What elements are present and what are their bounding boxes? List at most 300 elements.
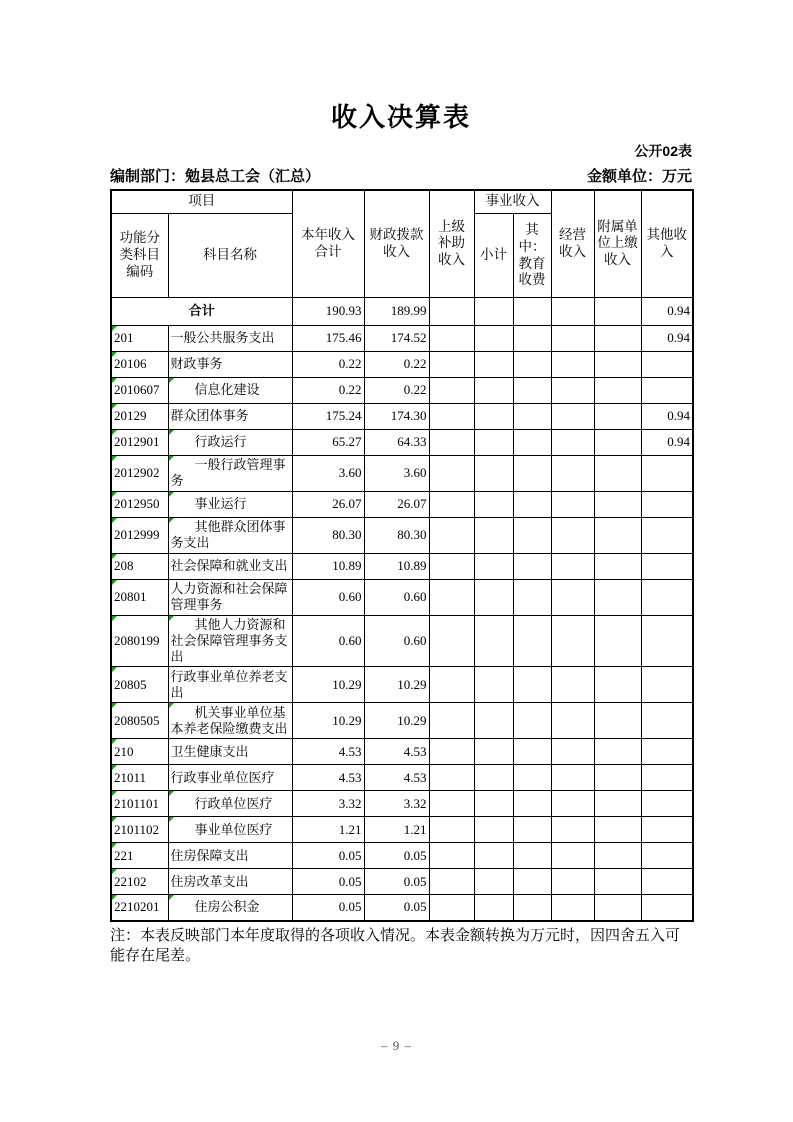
row-fiscal-cell	[364, 765, 429, 791]
stored-as-text-flag-icon	[169, 791, 174, 796]
row-subtotal-cell	[474, 491, 513, 517]
row-name-cell	[168, 765, 292, 791]
row-affiliated-cell	[594, 553, 641, 579]
row-name-cell	[168, 430, 292, 456]
row-code-cell-text: 2012999	[114, 526, 160, 542]
row-fiscal-cell	[364, 895, 429, 921]
stored-as-text-flag-icon	[169, 895, 174, 900]
row-affiliated-cell	[594, 456, 641, 492]
row-fiscal-cell	[364, 817, 429, 843]
row-fiscal-cell	[364, 791, 429, 817]
row-subtotal-cell	[474, 579, 513, 615]
row-affiliated-cell	[594, 667, 641, 703]
row-total-cell-text: 65.27	[332, 434, 362, 450]
row-total-cell-text: 4.53	[338, 769, 362, 785]
row-operating-cell	[551, 739, 594, 765]
row-total-cell-text: 0.05	[338, 899, 362, 915]
row-code-cell-text: 20805	[114, 676, 147, 692]
row-edu-cell	[513, 456, 551, 492]
row-superior-cell	[429, 667, 474, 703]
stored-as-text-flag-icon	[112, 616, 117, 621]
row-total-cell	[292, 843, 364, 869]
row-total-label-text: 合计	[188, 303, 215, 319]
row-name-cell	[168, 517, 292, 553]
row-other-cell	[641, 378, 693, 404]
row-fiscal-cell	[364, 579, 429, 615]
row-total-cell	[292, 667, 364, 703]
row-other-cell	[641, 326, 693, 352]
row-fiscal-cell-text: 10.29	[397, 712, 427, 728]
row-affiliated-cell	[594, 791, 641, 817]
stored-as-text-flag-icon	[169, 456, 174, 461]
row-other-cell	[641, 895, 693, 921]
row-fiscal-cell	[364, 843, 429, 869]
prepared-by-label: 编制部门：勉县总工会（汇总）	[110, 167, 321, 185]
row-operating-cell	[551, 352, 594, 378]
stored-as-text-flag-icon	[169, 430, 174, 435]
row-name-cell-text: 机关事业单位基本养老保险缴费支出	[170, 704, 288, 736]
row-other-cell-text: 0.94	[667, 434, 690, 450]
stored-as-text-flag-icon	[112, 791, 117, 796]
row-code-cell	[111, 615, 168, 667]
row-affiliated-cell	[594, 491, 641, 517]
row-other-cell	[641, 703, 693, 739]
row-code-cell-text: 21011	[114, 769, 147, 785]
row-operating-cell	[551, 869, 594, 895]
row-code-cell	[111, 895, 168, 921]
row-superior-cell	[429, 869, 474, 895]
row-operating-cell	[551, 430, 594, 456]
row-total-cell	[292, 765, 364, 791]
row-total-cell-text: 26.07	[332, 495, 362, 511]
row-name-cell-text: 事业单位医疗	[194, 821, 273, 837]
row-code-cell	[111, 739, 168, 765]
row-subtotal-cell	[474, 404, 513, 430]
page-title: 收入决算表	[330, 102, 471, 132]
row-fiscal-cell	[364, 553, 429, 579]
row-other-cell-text: 0.94	[667, 303, 690, 319]
row-operating-cell	[551, 667, 594, 703]
row-total-cell	[292, 579, 364, 615]
row-code-cell-text: 210	[114, 743, 134, 759]
row-name-cell-text: 住房保障支出	[170, 847, 249, 863]
header-edu-fee: 其中：教育收费	[513, 214, 551, 298]
table-body	[111, 298, 693, 921]
table-row	[111, 739, 693, 765]
stored-as-text-flag-icon	[169, 817, 174, 822]
table-row	[111, 579, 693, 615]
row-subtotal-cell	[474, 791, 513, 817]
row-operating-cell	[551, 817, 594, 843]
row-fiscal-cell-text: 10.29	[397, 676, 427, 692]
stored-as-text-flag-icon	[169, 518, 174, 523]
row-name-cell-text: 行政事业单位医疗	[170, 769, 275, 785]
row-name-cell	[168, 491, 292, 517]
row-name-cell-text: 行政运行	[194, 434, 247, 450]
row-name-cell-text: 信息化建设	[194, 382, 260, 398]
header-operating-income: 经营收入	[551, 190, 594, 298]
row-superior-cell	[429, 703, 474, 739]
row-name-cell-text: 其他人力资源和社会保障管理事务支出	[170, 616, 288, 665]
page-number: – 9 –	[381, 1038, 412, 1053]
stored-as-text-flag-icon	[112, 703, 117, 708]
row-total-cell-text: 175.46	[325, 330, 362, 346]
row-subtotal-cell	[474, 703, 513, 739]
stored-as-text-flag-icon	[112, 817, 117, 822]
header-project: 项目	[111, 190, 292, 214]
row-fiscal-cell	[364, 430, 429, 456]
row-subtotal-cell	[474, 817, 513, 843]
row-superior-cell	[429, 765, 474, 791]
row-code-cell-text: 208	[114, 557, 134, 573]
row-edu-cell	[513, 298, 551, 326]
row-total-cell-text: 3.60	[338, 465, 362, 481]
row-affiliated-cell	[594, 869, 641, 895]
stored-as-text-flag-icon	[112, 378, 117, 383]
row-other-cell	[641, 553, 693, 579]
row-operating-cell	[551, 579, 594, 615]
row-code-cell	[111, 869, 168, 895]
header-func-code: 功能分类科目编码	[111, 214, 168, 298]
row-superior-cell	[429, 791, 474, 817]
row-other-cell	[641, 843, 693, 869]
row-name-cell	[168, 739, 292, 765]
row-name-cell	[168, 667, 292, 703]
row-affiliated-cell	[594, 430, 641, 456]
row-other-cell	[641, 817, 693, 843]
stored-as-text-flag-icon	[112, 869, 117, 874]
row-fiscal-cell	[364, 404, 429, 430]
row-code-cell	[111, 404, 168, 430]
row-name-cell-text: 其他群众团体事务支出	[170, 518, 286, 551]
stored-as-text-flag-icon	[169, 616, 174, 621]
row-affiliated-cell	[594, 843, 641, 869]
table-row	[111, 667, 693, 703]
row-operating-cell	[551, 456, 594, 492]
row-name-cell	[168, 404, 292, 430]
row-superior-cell	[429, 843, 474, 869]
row-subtotal-cell	[474, 430, 513, 456]
row-code-cell	[111, 791, 168, 817]
row-fiscal-cell-text: 80.30	[397, 526, 427, 542]
header-fiscal-grant: 财政拨款收入	[364, 190, 429, 298]
row-total-cell	[292, 817, 364, 843]
stored-as-text-flag-icon	[112, 895, 117, 900]
row-subtotal-cell	[474, 378, 513, 404]
row-affiliated-cell	[594, 326, 641, 352]
row-operating-cell	[551, 765, 594, 791]
row-superior-cell	[429, 352, 474, 378]
row-superior-cell	[429, 491, 474, 517]
row-subtotal-cell	[474, 843, 513, 869]
row-total-cell	[292, 869, 364, 895]
row-total-cell	[292, 491, 364, 517]
stored-as-text-flag-icon	[169, 492, 174, 497]
row-total-cell-text: 190.93	[325, 303, 362, 319]
row-name-cell-text: 一般行政管理事务	[170, 457, 286, 489]
row-subtotal-cell	[474, 869, 513, 895]
row-edu-cell	[513, 869, 551, 895]
row-total-cell-text: 10.29	[332, 712, 362, 728]
row-total-label	[111, 298, 292, 326]
row-name-cell-text: 人力资源和社会保障管理事务	[170, 580, 288, 613]
row-code-cell-text: 2101101	[114, 795, 160, 811]
row-affiliated-cell	[594, 817, 641, 843]
row-other-cell-text: 0.94	[667, 330, 690, 346]
row-total-cell	[292, 703, 364, 739]
row-code-cell-text: 20129	[114, 408, 147, 424]
stored-as-text-flag-icon	[169, 703, 174, 708]
row-code-cell	[111, 326, 168, 352]
row-total-cell	[292, 739, 364, 765]
row-edu-cell	[513, 615, 551, 667]
row-superior-cell	[429, 817, 474, 843]
row-superior-cell	[429, 615, 474, 667]
row-subtotal-cell	[474, 739, 513, 765]
row-code-cell-text: 2080505	[114, 712, 160, 728]
row-edu-cell	[513, 765, 551, 791]
income-statement-table	[110, 189, 694, 922]
row-affiliated-cell	[594, 703, 641, 739]
row-fiscal-cell-text: 64.33	[397, 434, 427, 450]
row-total-cell-text: 3.32	[338, 795, 362, 811]
row-name-cell	[168, 352, 292, 378]
stored-as-text-flag-icon	[112, 404, 117, 409]
row-operating-cell	[551, 615, 594, 667]
row-fiscal-cell-text: 0.22	[403, 356, 427, 372]
row-total-cell	[292, 326, 364, 352]
row-name-cell-text: 行政事业单位养老支出	[170, 668, 288, 700]
row-name-cell	[168, 895, 292, 921]
row-edu-cell	[513, 739, 551, 765]
stored-as-text-flag-icon	[112, 492, 117, 497]
header-other-income: 其他收入	[641, 190, 693, 298]
row-total-cell	[292, 456, 364, 492]
row-subtotal-cell	[474, 553, 513, 579]
row-code-cell	[111, 378, 168, 404]
row-fiscal-cell-text: 26.07	[397, 495, 427, 511]
row-fiscal-cell	[364, 298, 429, 326]
stored-as-text-flag-icon	[112, 843, 117, 848]
row-total-cell-text: 10.89	[332, 557, 362, 573]
row-fiscal-cell	[364, 326, 429, 352]
table-row	[111, 765, 693, 791]
row-other-cell	[641, 298, 693, 326]
row-other-cell	[641, 430, 693, 456]
row-operating-cell	[551, 326, 594, 352]
row-other-cell	[641, 869, 693, 895]
row-superior-cell	[429, 378, 474, 404]
table-row	[111, 791, 693, 817]
table-row	[111, 491, 693, 517]
row-fiscal-cell	[364, 615, 429, 667]
row-operating-cell	[551, 491, 594, 517]
row-other-cell	[641, 579, 693, 615]
row-total-cell	[292, 298, 364, 326]
row-superior-cell	[429, 298, 474, 326]
row-fiscal-cell-text: 4.53	[403, 769, 427, 785]
row-name-cell	[168, 869, 292, 895]
row-fiscal-cell-text: 1.21	[403, 821, 427, 837]
row-total-cell	[292, 895, 364, 921]
row-total-cell	[292, 430, 364, 456]
row-total-cell	[292, 791, 364, 817]
row-subtotal-cell	[474, 326, 513, 352]
row-code-cell	[111, 667, 168, 703]
row-name-cell-text: 卫生健康支出	[170, 743, 249, 759]
row-code-cell	[111, 491, 168, 517]
row-name-cell	[168, 579, 292, 615]
row-fiscal-cell	[364, 491, 429, 517]
row-fiscal-cell-text: 0.22	[403, 382, 427, 398]
row-total-cell-text: 0.22	[338, 382, 362, 398]
row-operating-cell	[551, 404, 594, 430]
row-other-cell	[641, 491, 693, 517]
table-row	[111, 703, 693, 739]
row-name-cell-text: 财政事务	[170, 356, 223, 372]
row-subtotal-cell	[474, 352, 513, 378]
document-content	[110, 103, 692, 966]
row-total-cell-text: 175.24	[325, 408, 362, 424]
row-other-cell	[641, 791, 693, 817]
row-superior-cell	[429, 430, 474, 456]
row-other-cell	[641, 615, 693, 667]
row-edu-cell	[513, 404, 551, 430]
row-total-cell	[292, 517, 364, 553]
row-name-cell-text: 住房改革支出	[170, 873, 249, 889]
row-fiscal-cell-text: 3.60	[403, 465, 427, 481]
row-code-cell	[111, 352, 168, 378]
table-row	[111, 895, 693, 921]
row-fiscal-cell-text: 4.53	[403, 743, 427, 759]
row-total-cell	[292, 404, 364, 430]
row-subtotal-cell	[474, 456, 513, 492]
row-other-cell	[641, 667, 693, 703]
row-fiscal-cell-text: 0.05	[403, 899, 427, 915]
header-superior-subsidy: 上级补助收入	[429, 190, 474, 298]
table-row	[111, 553, 693, 579]
row-total-cell	[292, 615, 364, 667]
row-name-cell	[168, 456, 292, 492]
row-fiscal-cell	[364, 456, 429, 492]
stored-as-text-flag-icon	[112, 326, 117, 331]
row-other-cell	[641, 765, 693, 791]
row-total-cell-text: 0.05	[338, 847, 362, 863]
form-code-label: 公开02表	[634, 142, 692, 159]
table-row	[111, 430, 693, 456]
table-row	[111, 404, 693, 430]
row-fiscal-cell-text: 3.32	[403, 795, 427, 811]
row-code-cell	[111, 765, 168, 791]
row-affiliated-cell	[594, 517, 641, 553]
row-code-cell-text: 2101102	[114, 821, 160, 837]
stored-as-text-flag-icon	[112, 352, 117, 357]
row-edu-cell	[513, 667, 551, 703]
row-operating-cell	[551, 298, 594, 326]
row-affiliated-cell	[594, 579, 641, 615]
row-fiscal-cell-text: 0.60	[403, 588, 427, 604]
row-affiliated-cell	[594, 615, 641, 667]
row-fiscal-cell	[364, 703, 429, 739]
table-row	[111, 843, 693, 869]
row-code-cell-text: 2012950	[114, 495, 160, 511]
row-operating-cell	[551, 843, 594, 869]
row-code-cell	[111, 843, 168, 869]
row-affiliated-cell	[594, 404, 641, 430]
row-operating-cell	[551, 517, 594, 553]
row-total-cell-text: 0.05	[338, 873, 362, 889]
row-affiliated-cell	[594, 765, 641, 791]
row-code-cell	[111, 817, 168, 843]
row-name-cell	[168, 326, 292, 352]
header-subject-name: 科目名称	[168, 214, 292, 298]
row-code-cell-text: 221	[114, 847, 134, 863]
row-edu-cell	[513, 430, 551, 456]
row-operating-cell	[551, 378, 594, 404]
row-fiscal-cell	[364, 667, 429, 703]
row-code-cell-text: 2080199	[114, 632, 160, 648]
row-fiscal-cell-text: 174.30	[390, 408, 427, 424]
row-affiliated-cell	[594, 298, 641, 326]
row-total-cell	[292, 553, 364, 579]
row-code-cell	[111, 517, 168, 553]
header-subtotal: 小计	[474, 214, 513, 298]
row-total-cell	[292, 378, 364, 404]
row-superior-cell	[429, 517, 474, 553]
stored-as-text-flag-icon	[112, 430, 117, 435]
stored-as-text-flag-icon	[169, 378, 174, 383]
header-year-total: 本年收入合计	[292, 190, 364, 298]
row-fiscal-cell-text: 0.05	[403, 873, 427, 889]
row-operating-cell	[551, 553, 594, 579]
row-superior-cell	[429, 456, 474, 492]
row-fiscal-cell	[364, 517, 429, 553]
stored-as-text-flag-icon	[112, 518, 117, 523]
row-name-cell-text: 住房公积金	[194, 899, 260, 915]
row-fiscal-cell	[364, 869, 429, 895]
row-fiscal-cell-text: 174.52	[390, 330, 427, 346]
row-total-cell-text: 0.22	[338, 356, 362, 372]
row-code-cell	[111, 579, 168, 615]
row-affiliated-cell	[594, 895, 641, 921]
row-fiscal-cell-text: 10.89	[397, 557, 427, 573]
row-code-cell-text: 2010607	[114, 382, 160, 398]
row-affiliated-cell	[594, 378, 641, 404]
row-affiliated-cell	[594, 739, 641, 765]
row-code-cell-text: 22102	[114, 873, 147, 889]
row-fiscal-cell	[364, 739, 429, 765]
stored-as-text-flag-icon	[112, 667, 117, 672]
row-superior-cell	[429, 553, 474, 579]
row-superior-cell	[429, 895, 474, 921]
table-row	[111, 817, 693, 843]
row-edu-cell	[513, 817, 551, 843]
row-edu-cell	[513, 895, 551, 921]
row-fiscal-cell-text: 189.99	[390, 303, 427, 319]
row-fiscal-cell	[364, 352, 429, 378]
row-name-cell-text: 社会保障和就业支出	[170, 557, 288, 573]
row-code-cell-text: 201	[114, 330, 134, 346]
row-edu-cell	[513, 791, 551, 817]
table-row	[111, 615, 693, 667]
row-fiscal-cell-text: 0.05	[403, 847, 427, 863]
table-row	[111, 378, 693, 404]
row-total-cell-text: 10.29	[332, 676, 362, 692]
stored-as-text-flag-icon	[112, 739, 117, 744]
table-row	[111, 326, 693, 352]
row-code-cell-text: 2012902	[114, 465, 160, 481]
row-superior-cell	[429, 739, 474, 765]
